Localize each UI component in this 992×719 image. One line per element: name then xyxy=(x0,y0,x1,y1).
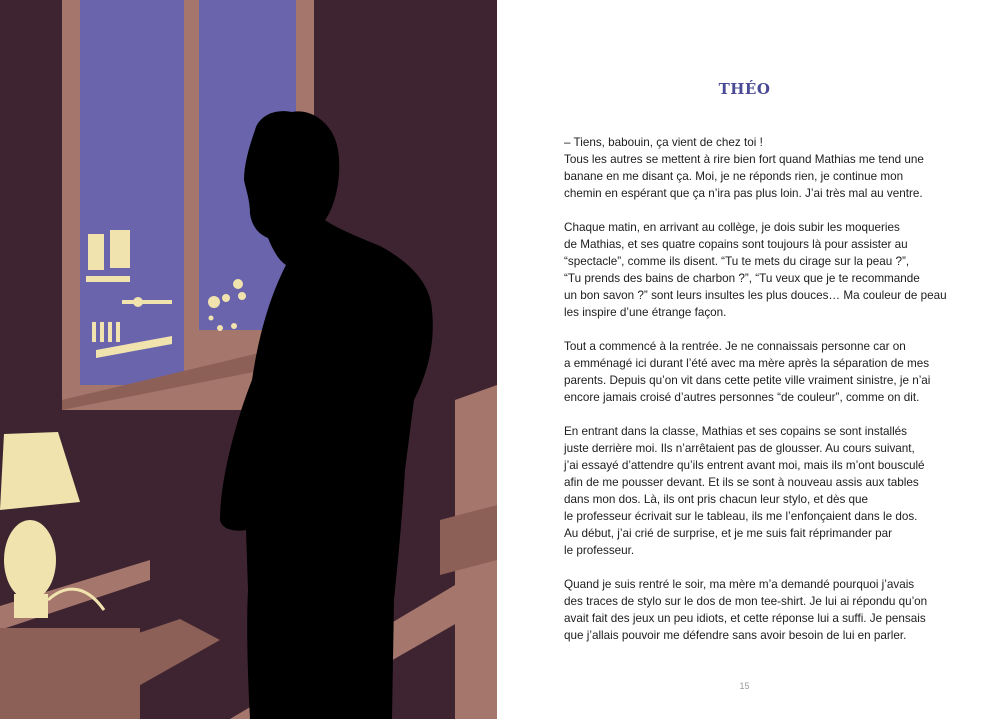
text-line: “Tu prends des bains de charbon ?”, “Tu veux que je te recommande xyxy=(564,272,920,285)
text-page xyxy=(497,0,992,719)
text-line: Au début, j’ai crié de surprise, et je me suis fait réprimander par xyxy=(564,527,893,540)
text-line: banane en me disant ça. Moi, je ne réponds rien, je continue mon xyxy=(564,170,904,183)
text-line: juste derrière moi. Ils n’arrêtaient pas de glousser. Au cours suivant, xyxy=(564,442,915,455)
text-line: avait fait des jeux un peu idiots, et cette réponse lui a suffi. Je pensais xyxy=(564,612,926,625)
text-line: dans mon dos. Là, ils ont pris chacun leur stylo, et dès que xyxy=(564,493,869,506)
text-line: chemin en espérant que ça n’ira pas plus loin. J’ai très mal au ventre. xyxy=(564,187,923,200)
text-line: afin de me pousser devant. Et ils se sont à nouveau assis aux tables xyxy=(564,476,919,489)
text-line: parents. Depuis qu’on vit dans cette petite ville vraiment sinistre, je n’ai xyxy=(564,374,931,387)
paragraph xyxy=(564,338,949,406)
text-line: Tous les autres se mettent à rire bien fort quand Mathias me tend une xyxy=(564,153,924,166)
chapter-title: THÉO xyxy=(718,80,771,98)
paragraph xyxy=(564,134,949,202)
text-line: a emménagé ici durant l’été avec ma mère après la séparation de mes xyxy=(564,357,930,370)
page-number: 15 xyxy=(739,681,750,691)
paragraph xyxy=(564,423,949,559)
text-line: un bon savon ?” sont leurs insultes les plus douces… Ma couleur de peau xyxy=(564,289,947,302)
text-line: de Mathias, et ses quatre copains sont toujours là pour assister au xyxy=(564,238,908,251)
text-line: le professeur. xyxy=(564,544,635,557)
chapter-body xyxy=(564,134,949,661)
text-line: encore jamais croisé d’autres personnes “de couleur”, comme on dit. xyxy=(564,391,920,404)
text-line: le professeur écrivait sur le tableau, ils me l’enfonçaient dans le dos. xyxy=(564,510,918,523)
text-line: – Tiens, babouin, ça vient de chez toi ! xyxy=(564,136,763,149)
text-line: que j’allais pouvoir me défendre sans avoir besoin de lui en parler. xyxy=(564,629,907,642)
text-line: “spectacle”, comme ils disent. “Tu te mets du cirage sur la peau ?”, xyxy=(564,255,910,268)
table-leg xyxy=(0,628,140,719)
text-line: les inspire d’une étrange façon. xyxy=(564,306,727,319)
text-line: des traces de stylo sur le dos de mon tee-shirt. Je lui ai répondu qu’on xyxy=(564,595,928,608)
text-line: Quand je suis rentré le soir, ma mère m’a demandé pourquoi j’avais xyxy=(564,578,915,591)
text-line: Chaque matin, en arrivant au collège, je dois subir les moqueries xyxy=(564,221,900,234)
text-line: j’ai essayé d’attendre qu’ils entrent avant moi, mais ils m’ont bousculé xyxy=(564,459,925,472)
paragraph xyxy=(564,219,949,321)
text-line: Tout a commencé à la rentrée. Je ne connaissais personne car on xyxy=(564,340,906,353)
text-line: En entrant dans la classe, Mathias et ses copains se sont installés xyxy=(564,425,908,438)
paragraph xyxy=(564,576,949,644)
